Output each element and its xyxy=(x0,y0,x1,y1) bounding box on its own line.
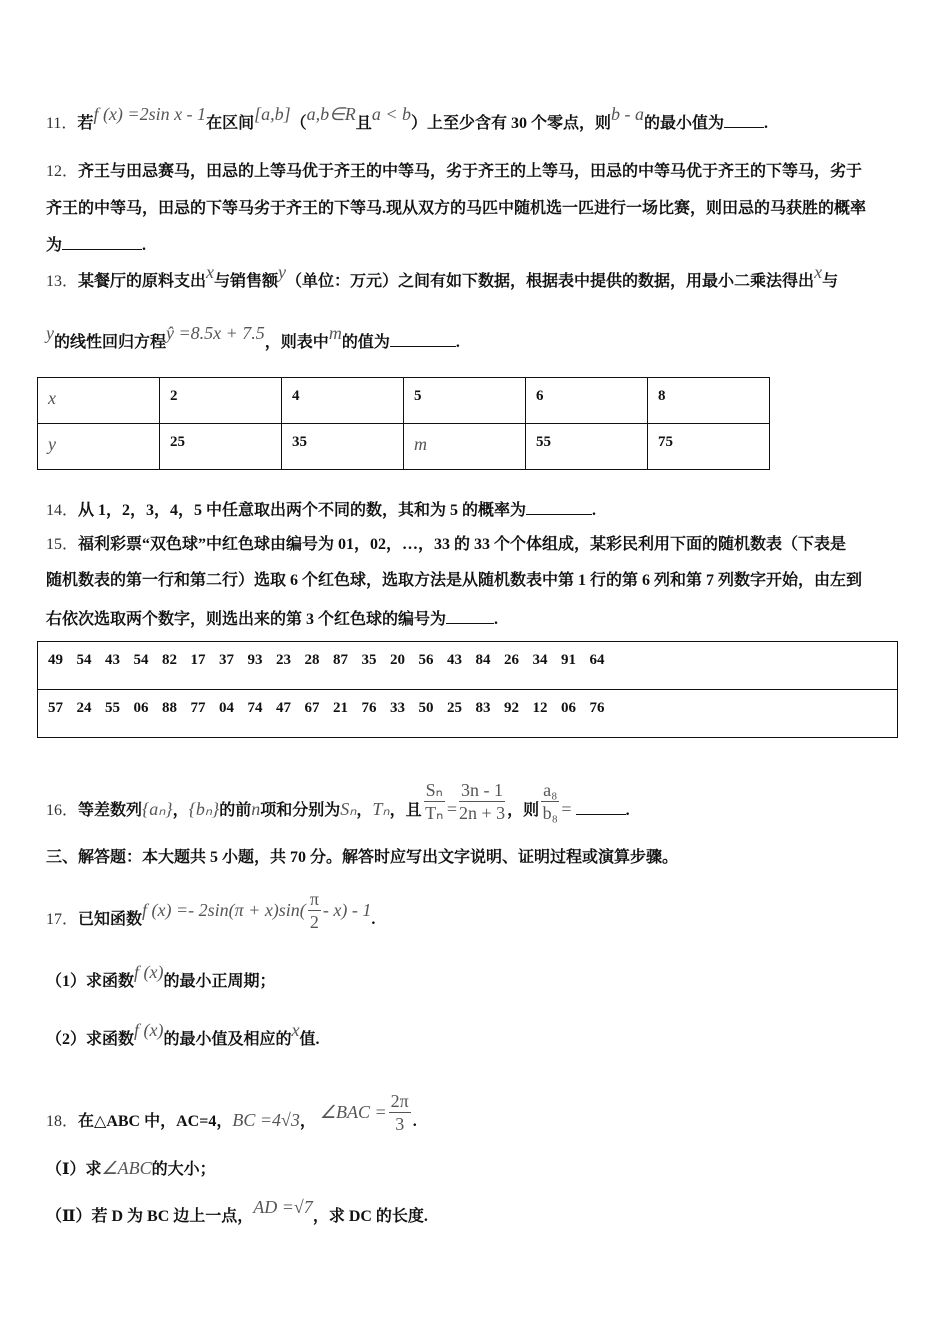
table-cell: 25 xyxy=(160,424,282,470)
question-17-part1 xyxy=(46,962,276,992)
table-cell: 5 xyxy=(404,378,526,424)
text: （单位：万元）之间有如下数据，根据表中提供的数据，用最小二乘法得出 xyxy=(286,273,815,290)
table-cell: 49 54 43 54 82 17 37 93 23 28 87 35 20 56 43 84 26 34 91 64 xyxy=(38,642,898,690)
table-row xyxy=(38,690,898,738)
question-18 xyxy=(46,1091,417,1145)
math: f (x) xyxy=(134,1020,164,1040)
fraction xyxy=(389,1090,411,1135)
numerator: 2π xyxy=(390,1091,409,1111)
question-12-line3 xyxy=(46,235,146,256)
math-function: f (x) =- 2sin(π + x)sin( xyxy=(142,900,306,921)
text: 随机数表的第一行和第二行）选取 6 个红色球，选取方法是从随机数表中第 1 行的第 6 列和第 7 列数字开始，由左到 xyxy=(46,572,863,589)
text: 右依次选取两个数字，则选出来的第 3 个红色球的编号为 xyxy=(46,611,447,628)
math: - x) - 1 xyxy=(322,900,372,921)
question-15-line3 xyxy=(46,609,498,630)
answer-blank[interactable] xyxy=(62,235,142,250)
text: 从 1，2，3，4，5 中任意取出两个不同的数，其和为 5 的概率为 xyxy=(78,502,527,519)
section-heading: 三、解答题：本大题共 5 小题，共 70 分。解答时应写出文字说明、证明过程或演算步骤。 xyxy=(46,849,679,866)
question-17-part2 xyxy=(46,1020,320,1050)
text: 福利彩票“双色球”中红色球由编号为 01，02，…，33 的 33 个个体组成，某彩民利用下面的随机数表（下表是 xyxy=(78,536,847,553)
answer-blank[interactable] xyxy=(526,500,592,515)
question-12 xyxy=(46,162,862,182)
table-cell: 8 xyxy=(648,378,770,424)
table-row xyxy=(38,424,770,470)
text: 已知函数 xyxy=(78,911,143,929)
table-cell: 35 xyxy=(282,424,404,470)
table-cell: m xyxy=(404,424,526,470)
text: . xyxy=(625,802,630,820)
numerator: a₈ xyxy=(543,780,558,800)
table-cell: y xyxy=(38,424,160,470)
text: 的大小； xyxy=(151,1161,216,1178)
text: . xyxy=(764,115,768,132)
text: 的最小正周期； xyxy=(163,973,276,990)
question-18-part1 xyxy=(46,1158,216,1180)
text: ，求 DC 的长度. xyxy=(312,1208,428,1225)
math: y xyxy=(278,262,287,282)
question-11 xyxy=(46,104,768,134)
denominator: 3 xyxy=(395,1114,405,1134)
text: . xyxy=(592,502,597,519)
math: = xyxy=(446,799,457,820)
text: （2）求函数 xyxy=(46,1031,135,1048)
table-row xyxy=(38,642,898,690)
question-15 xyxy=(46,535,846,555)
math: Sₙ xyxy=(340,799,357,820)
question-number: 17． xyxy=(46,911,79,929)
text: （Ⅰ）求 xyxy=(46,1161,102,1178)
table-cell: 4 xyxy=(282,378,404,424)
text: （ xyxy=(290,115,307,132)
table-cell: 6 xyxy=(526,378,648,424)
question-18-part2 xyxy=(46,1197,428,1227)
text: 的最小值为 xyxy=(643,115,724,132)
math: ∠BAC = xyxy=(319,1102,387,1123)
text: 与 xyxy=(822,273,839,290)
answer-blank[interactable] xyxy=(724,113,764,128)
question-number: 15． xyxy=(46,536,79,553)
fraction xyxy=(459,779,505,824)
question-15-line2 xyxy=(46,571,862,591)
math: a < b xyxy=(371,104,411,124)
text: 某餐厅的原料支出 xyxy=(78,273,207,290)
math: x xyxy=(814,262,823,282)
math: {aₙ} xyxy=(142,799,173,820)
math: x xyxy=(206,262,215,282)
text: 在区间 xyxy=(206,115,255,132)
math: = xyxy=(561,799,572,820)
math-condition: a,b∈R xyxy=(306,104,356,124)
random-number-table xyxy=(37,641,898,738)
answer-blank[interactable] xyxy=(446,609,494,624)
text: 等差数列 xyxy=(78,802,143,820)
math: AD =√7 xyxy=(253,1197,313,1217)
text: 项和分别为 xyxy=(260,802,341,820)
math: f (x) xyxy=(134,962,164,982)
text: 为 xyxy=(46,237,63,254)
table-cell: 55 xyxy=(526,424,648,470)
text: （1）求函数 xyxy=(46,973,135,990)
text: 且 xyxy=(355,115,372,132)
text: （Ⅱ）若 D 为 BC 边上一点， xyxy=(46,1208,254,1225)
table-row xyxy=(38,378,770,424)
text: ，则表中 xyxy=(264,334,329,351)
fraction xyxy=(541,779,559,824)
question-13-line2 xyxy=(46,323,460,353)
text: ，则 xyxy=(507,802,540,820)
text: 若 xyxy=(77,115,94,132)
text: 齐王与田忌赛马，田忌的上等马优于齐王的中等马，劣于齐王的上等马，田忌的中等马优于齐王的下等马，劣于 xyxy=(78,163,863,180)
text: . xyxy=(412,1113,417,1131)
text: ）上至少含有 30 个零点，则 xyxy=(410,115,611,132)
math-function: f (x) =2sin x - 1 xyxy=(93,104,207,124)
question-number: 11． xyxy=(46,115,78,132)
math: {bₙ} xyxy=(188,799,220,820)
denominator: 2 xyxy=(309,912,319,932)
text: ， xyxy=(356,802,373,820)
fraction xyxy=(308,888,321,933)
numerator: Sₙ xyxy=(425,780,443,800)
question-number: 18． xyxy=(46,1113,79,1131)
question-number: 12． xyxy=(46,163,79,180)
answer-blank[interactable] xyxy=(576,800,626,815)
question-13 xyxy=(46,262,839,292)
text: ， xyxy=(299,1113,316,1131)
question-16 xyxy=(46,780,630,834)
text: . xyxy=(494,611,499,628)
numerator: π xyxy=(309,889,319,909)
denominator: b₈ xyxy=(542,803,558,823)
text: 在△ABC 中，AC=4， xyxy=(78,1113,233,1131)
math: Tₙ xyxy=(372,799,390,820)
denominator: Tₙ xyxy=(425,803,444,823)
text: 的线性回归方程 xyxy=(54,334,167,351)
answer-blank[interactable] xyxy=(390,332,456,347)
fraction xyxy=(424,779,445,824)
data-table-xy xyxy=(37,377,770,470)
math: n xyxy=(251,799,261,820)
question-14 xyxy=(46,500,596,521)
table-cell: 57 24 55 06 88 77 04 74 47 67 21 76 33 50 25 83 92 12 06 76 xyxy=(38,690,898,738)
text: 齐王的中等马，田忌的下等马劣于齐王的下等马.现从双方的马匹中随机选一匹进行一场比赛，则田忌的马获胜的概率 xyxy=(46,200,867,217)
regression-equation: ŷ =8.5x + 7.5 xyxy=(166,323,265,343)
table-cell: x xyxy=(38,378,160,424)
math: m xyxy=(328,323,342,343)
text: 与销售额 xyxy=(214,273,279,290)
math: x xyxy=(291,1020,300,1040)
text: ， xyxy=(172,802,189,820)
text: ，且 xyxy=(389,802,422,820)
text: 值. xyxy=(299,1031,320,1048)
text: . xyxy=(142,237,147,254)
math-interval: [a,b] xyxy=(254,104,291,124)
text: 的最小值及相应的 xyxy=(163,1031,292,1048)
text: 的前 xyxy=(219,802,252,820)
math: BC =4√3 xyxy=(232,1110,300,1131)
denominator: 2n + 3 xyxy=(458,803,506,823)
question-17 xyxy=(46,889,376,943)
math: ∠ABC xyxy=(101,1158,152,1178)
text: . xyxy=(371,911,376,929)
table-cell: 75 xyxy=(648,424,770,470)
text: . xyxy=(455,334,460,351)
question-number: 14． xyxy=(46,502,79,519)
question-12-line2 xyxy=(46,199,866,219)
text: 的值为 xyxy=(341,334,390,351)
math: y xyxy=(46,323,54,343)
numerator: 3n - 1 xyxy=(461,780,504,800)
math: b - a xyxy=(610,104,644,124)
question-number: 13． xyxy=(46,273,79,290)
table-cell: 2 xyxy=(160,378,282,424)
question-number: 16． xyxy=(46,802,79,820)
